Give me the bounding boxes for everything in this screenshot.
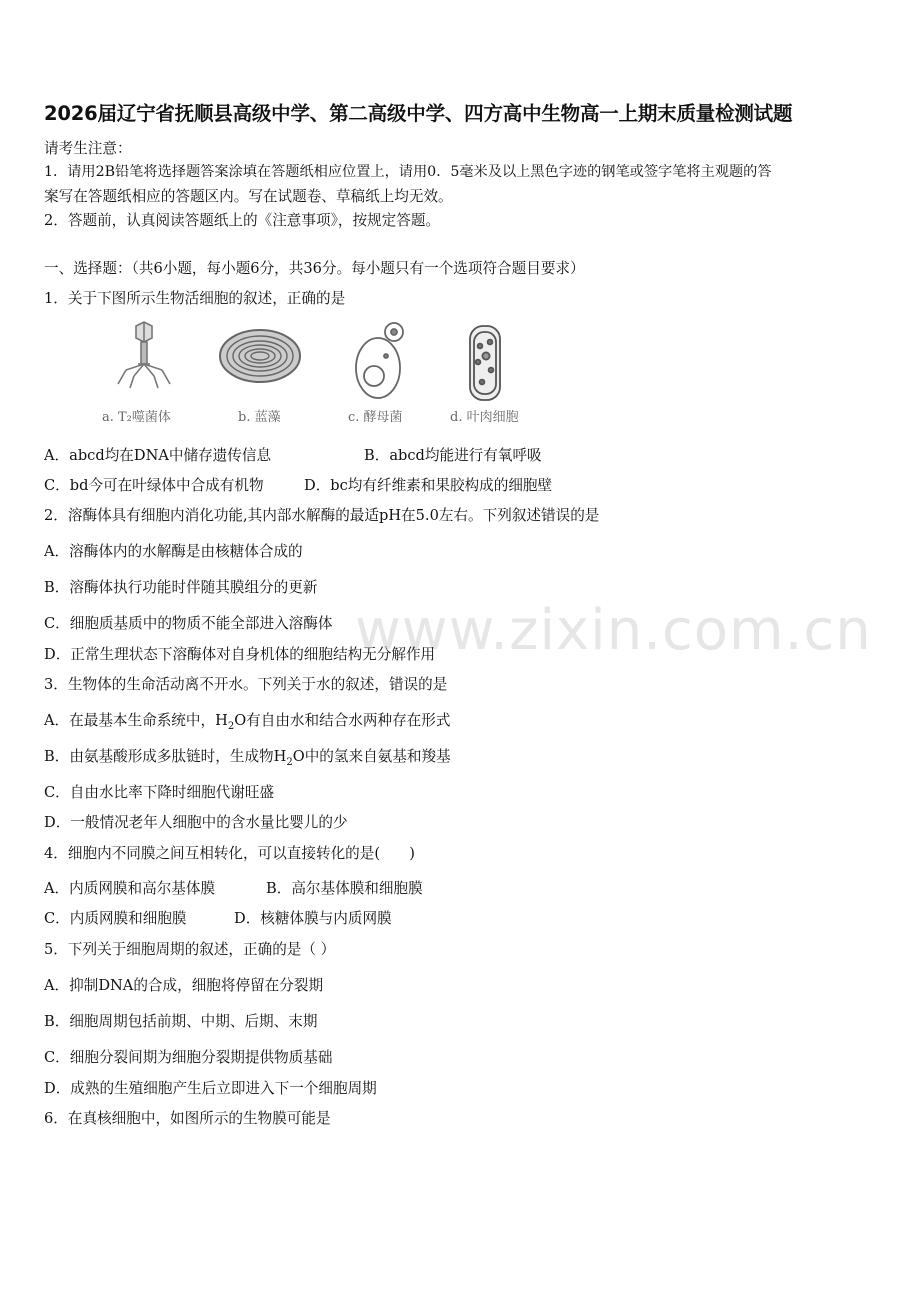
q5-option-c: C．细胞分裂间期为细胞分裂期提供物质基础 xyxy=(44,1049,333,1066)
q6-stem: 6．在真核细胞中，如图所示的生物膜可能是 xyxy=(44,1110,331,1127)
q1-stem: 1．关于下图所示生物活细胞的叙述，正确的是 xyxy=(44,290,346,307)
mesophyll-cell-icon xyxy=(470,326,500,400)
notice-item-2: 2．答题前，认真阅读答题纸上的《注意事项》，按规定答题。 xyxy=(44,212,441,229)
q5-stem: 5．下列关于细胞周期的叙述，正确的是（ ） xyxy=(44,941,336,958)
caption-cyanobacteria: b. 蓝藻 xyxy=(238,410,281,425)
q3-option-a xyxy=(44,710,450,738)
q2-option-c: C．细胞质基质中的物质不能全部进入溶酶体 xyxy=(44,615,333,632)
q5-option-b: B．细胞周期包括前期、中期、后期、末期 xyxy=(44,1013,318,1030)
q4-option-b: B．高尔基体膜和细胞膜 xyxy=(266,880,423,897)
q1-option-b: B．abcd均能进行有氧呼吸 xyxy=(364,447,542,464)
notice-item-1-line-2: 案写在答题纸相应的答题区内。写在试题卷、草稿纸上均无效。 xyxy=(44,188,453,205)
q4-option-c: C．内质网膜和细胞膜 xyxy=(44,910,187,927)
caption-yeast: c. 酵母菌 xyxy=(348,410,403,425)
t2-phage-icon xyxy=(118,322,170,388)
q4-stem: 4．细胞内不同膜之间互相转化，可以直接转化的是( ) xyxy=(44,845,415,862)
q3-option-d: D．一般情况老年人细胞中的含水量比婴儿的少 xyxy=(44,814,348,831)
q5-option-d: D．成熟的生殖细胞产生后立即进入下一个细胞周期 xyxy=(44,1080,377,1097)
q3-option-b-sub: 2 xyxy=(286,756,293,768)
q3-option-c: C．自由水比率下降时细胞代谢旺盛 xyxy=(44,784,275,801)
q1-option-d: D．bc均有纤维素和果胶构成的细胞壁 xyxy=(304,477,553,494)
q3-option-a-post: O有自由水和结合水两种存在形式 xyxy=(234,712,451,729)
q1-option-a: A．abcd均在DNA中储存遗传信息 xyxy=(44,447,272,464)
q3-stem: 3．生物体的生命活动离不开水。下列关于水的叙述，错误的是 xyxy=(44,676,448,693)
q2-option-b: B．溶酶体执行功能时伴随其膜组分的更新 xyxy=(44,579,318,596)
q4-option-a: A．内质网膜和高尔基体膜 xyxy=(44,880,216,897)
q4-option-d: D．核糖体膜与内质网膜 xyxy=(234,910,392,927)
cyanobacteria-icon xyxy=(220,330,300,382)
yeast-icon xyxy=(356,323,403,398)
q1-option-c: C．bd今可在叶绿体中合成有机物 xyxy=(44,477,264,494)
q3-option-a-pre: A．在最基本生命系统中，H xyxy=(44,712,228,729)
q1-figure xyxy=(98,318,538,430)
page-title: 2026届辽宁省抚顺县高级中学、第二高级中学、四方高中生物高一上期末质量检测试题 xyxy=(44,102,793,125)
caption-mesophyll-cell: d. 叶肉细胞 xyxy=(450,410,519,425)
q5-option-a: A．抑制DNA的合成，细胞将停留在分裂期 xyxy=(44,977,324,994)
watermark: www.zixin.com.cn xyxy=(355,598,872,663)
cells-illustration xyxy=(98,318,538,408)
q2-stem: 2．溶酶体具有细胞内消化功能,其内部水解酶的最适pH在5.0左右。下列叙述错误的是 xyxy=(44,507,600,524)
q3-option-a-sub: 2 xyxy=(227,720,235,732)
q3-option-b-pre: B．由氨基酸形成多肽链时，生成物H xyxy=(44,748,287,765)
q3-option-b xyxy=(44,746,451,774)
section-heading: 一、选择题：（共6小题，每小题6分，共36分。每小题只有一个选项符合题目要求） xyxy=(44,260,585,277)
caption-t2-phage: a. T₂噬菌体 xyxy=(102,410,171,425)
q3-option-b-post: O中的氢来自氨基和羧基 xyxy=(292,748,451,765)
q2-option-d: D．正常生理状态下溶酶体对自身机体的细胞结构无分解作用 xyxy=(44,646,436,663)
notice-item-1-line-1: 1．请用2B铅笔将选择题答案涂填在答题纸相应位置上，请用0．5毫米及以上黑色字迹的钢笔或签字笔将主观题的答 xyxy=(44,164,772,180)
q2-option-a: A．溶酶体内的水解酶是由核糖体合成的 xyxy=(44,543,303,560)
notice-heading: 请考生注意： xyxy=(44,140,132,157)
